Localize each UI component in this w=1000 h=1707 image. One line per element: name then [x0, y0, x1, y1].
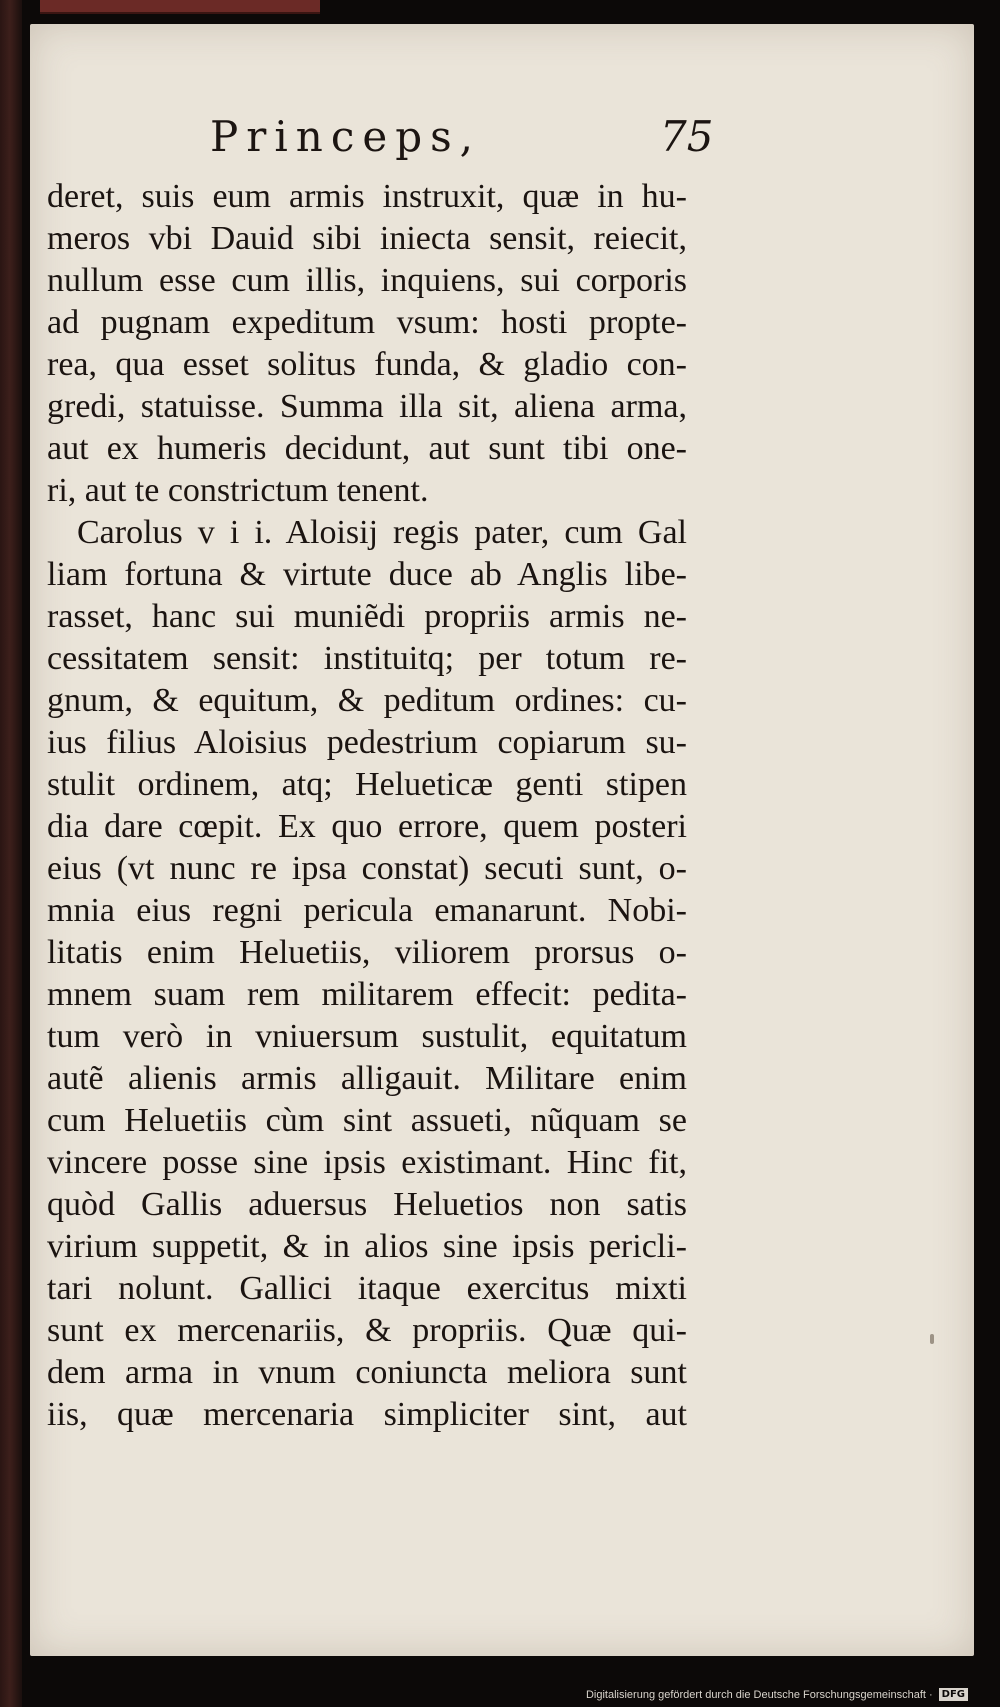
text-line: litatis enim Heluetiis, viliorem prorsus o- [47, 934, 687, 971]
paragraph-2 [47, 512, 687, 1436]
digitization-credit [586, 1688, 968, 1701]
text-line: cessitatem sensit: instituitq; per totum re- [47, 640, 687, 677]
text-line: tari nolunt. Gallici itaque exercitus mixti [47, 1270, 687, 1307]
book-spine-edge [0, 0, 22, 1707]
text-line: liam fortuna & virtute duce ab Anglis libe- [47, 556, 687, 593]
text-line: cum Heluetiis cùm sint assueti, nũquam se [47, 1102, 687, 1139]
paragraph-1 [47, 176, 687, 512]
text-line: vincere posse sine ipsis existimant. Hinc fit, [47, 1144, 687, 1181]
text-line: mnia eius regni pericula emanarunt. Nobi- [47, 892, 687, 929]
text-line: deret, suis eum armis instruxit, quæ in hu- [47, 178, 687, 215]
text-line: dem arma in vnum coniuncta meliora sunt [47, 1354, 687, 1391]
page-number: 75 [660, 112, 714, 161]
margin-speck [930, 1334, 934, 1344]
text-line: sunt ex mercenariis, & propriis. Quæ qui- [47, 1312, 687, 1349]
body-text [47, 176, 687, 1436]
text-line: dia dare cœpit. Ex quo errore, quem posteri [47, 808, 687, 845]
text-line: rasset, hanc sui muniẽdi propriis armis ne- [47, 598, 687, 635]
text-line: ius filius Aloisius pedestrium copiarum su- [47, 724, 687, 761]
text-line: virium suppetit, & in alios sine ipsis pericli- [47, 1228, 687, 1265]
text-line: stulit ordinem, atq; Helueticæ genti stipen [47, 766, 687, 803]
page-header [30, 112, 974, 172]
text-line: mnem suam rem militarem effecit: pedita- [47, 976, 687, 1013]
dfg-logo: DFG [939, 1688, 968, 1701]
credit-text: Digitalisierung gefördert durch die Deutsche Forschungsgemeinschaft · [585, 1688, 933, 1701]
text-line: meros vbi Dauid sibi iniecta sensit, reiecit, [47, 220, 687, 257]
running-head: Princeps, [210, 112, 481, 161]
text-line: rea, qua esset solitus funda, & gladio con- [47, 346, 687, 383]
text-line: ad pugnam expeditum vsum: hosti propte- [47, 304, 687, 341]
text-line: Carolus v i i. Aloisij regis pater, cum Gal [77, 514, 687, 551]
text-line: ri, aut te constrictum tenent. [47, 472, 429, 509]
text-line: tum verò in vniuersum sustulit, equitatum [47, 1018, 687, 1055]
text-line: gnum, & equitum, & peditum ordines: cu- [47, 682, 687, 719]
book-page [30, 24, 974, 1656]
binding-edge [40, 0, 320, 14]
text-line: eius (vt nunc re ipsa constat) secuti sunt, o- [47, 850, 687, 887]
text-line: aut ex humeris decidunt, aut sunt tibi one- [47, 430, 687, 467]
text-line: gredi, statuisse. Summa illa sit, aliena arma, [47, 388, 687, 425]
text-line: iis, quæ mercenaria simpliciter sint, aut [47, 1396, 687, 1433]
text-line: quòd Gallis aduersus Heluetios non satis [47, 1186, 687, 1223]
text-line: nullum esse cum illis, inquiens, sui corporis [47, 262, 687, 299]
text-line: autẽ alienis armis alligauit. Militare enim [47, 1060, 687, 1097]
